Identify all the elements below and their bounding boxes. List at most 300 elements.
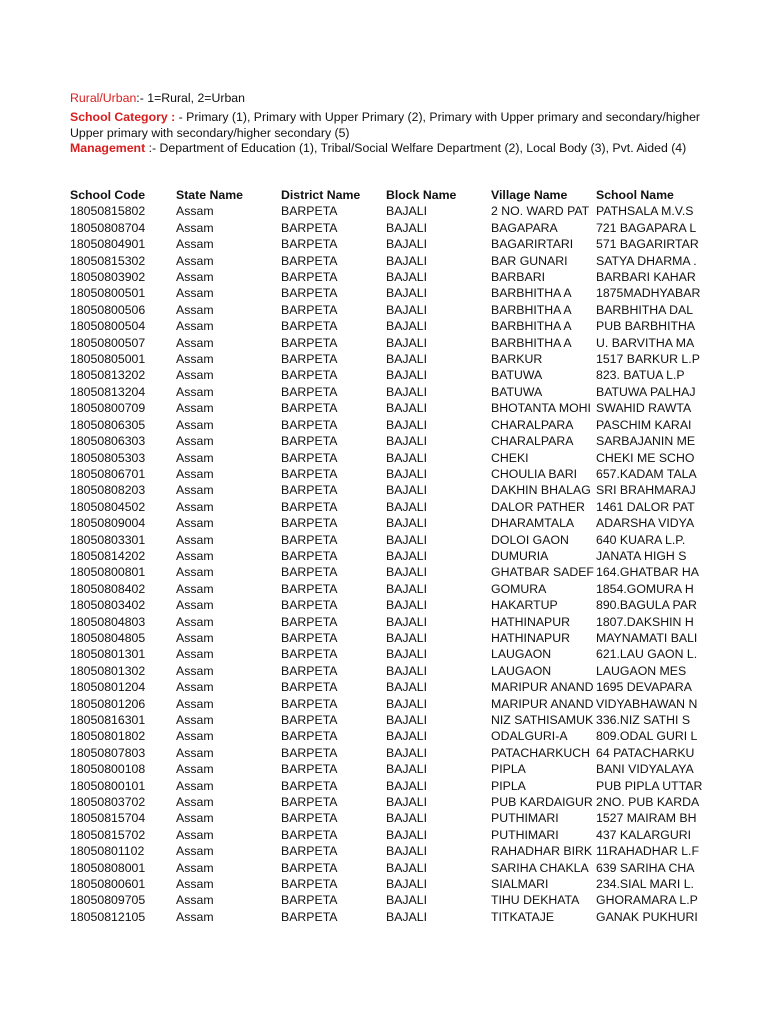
cell-state-name: Assam <box>176 581 214 596</box>
cell-district-name: BARPETA <box>281 762 338 777</box>
cell-district-name: BARPETA <box>281 434 338 449</box>
cell-school-code: 18050807803 <box>70 745 146 760</box>
cell-village-name: DUMURIA <box>491 548 549 563</box>
cell-school-name: BARBHITHA DAL <box>596 302 694 317</box>
cell-village-name: BARBHITHA A <box>491 319 572 334</box>
cell-state-name: Assam <box>176 860 214 875</box>
cell-district-name: BARPETA <box>281 909 338 924</box>
cell-district-name: BARPETA <box>281 483 338 498</box>
cell-village-name: BAGAPARA <box>491 220 558 235</box>
legend-school-category-continued <box>70 125 702 141</box>
cell-block-name: BAJALI <box>386 270 428 285</box>
cell-district-name: BARPETA <box>281 680 338 695</box>
cell-school-code: 18050804502 <box>70 499 146 514</box>
cell-block-name: BAJALI <box>386 450 428 465</box>
cell-school-name: PUB BARBHITHA <box>596 319 696 334</box>
cell-block-name: BAJALI <box>386 434 428 449</box>
cell-district-name: BARPETA <box>281 548 338 563</box>
cell-village-name: HATHINAPUR <box>491 630 571 645</box>
cell-school-code: 18050804901 <box>70 237 146 252</box>
cell-block-name: BAJALI <box>386 499 428 514</box>
cell-state-name: Assam <box>176 220 214 235</box>
legend-rural-urban-text: :- 1=Rural, 2=Urban <box>136 91 245 105</box>
legend-management <box>70 140 702 156</box>
table-row <box>70 728 702 744</box>
cell-state-name: Assam <box>176 877 214 892</box>
cell-village-name: NIZ SATHISAMUK <box>491 713 594 727</box>
table-row <box>70 827 702 843</box>
cell-school-code: 18050805303 <box>70 450 146 465</box>
table-row <box>70 860 702 876</box>
cell-state-name: Assam <box>176 893 214 908</box>
table-row <box>70 663 702 679</box>
cell-school-name: 1517 BARKUR L.P <box>596 352 700 367</box>
cell-school-code: 18050808704 <box>70 220 146 235</box>
cell-state-name: Assam <box>176 253 214 268</box>
cell-state-name: Assam <box>176 548 214 563</box>
cell-school-name: 64 PATACHARKU <box>596 745 695 760</box>
cell-block-name: BAJALI <box>386 237 428 252</box>
cell-district-name: BARPETA <box>281 237 338 252</box>
cell-village-name: SIALMARI <box>491 877 549 892</box>
cell-village-name: BATUWA <box>491 368 543 383</box>
cell-district-name: BARPETA <box>281 614 338 629</box>
cell-village-name: DOLOI GAON <box>491 532 569 547</box>
cell-village-name: GOMURA <box>491 581 547 596</box>
cell-school-code: 18050803902 <box>70 270 146 285</box>
cell-school-code: 18050806701 <box>70 466 146 481</box>
cell-school-code: 18050801301 <box>70 647 146 662</box>
cell-district-name: BARPETA <box>281 630 338 645</box>
cell-block-name: BAJALI <box>386 663 428 678</box>
cell-school-code: 18050814202 <box>70 548 146 563</box>
cell-district-name: BARPETA <box>281 844 338 859</box>
cell-school-name: 890.BAGULA PAR <box>596 598 697 613</box>
cell-school-name: VIDYABHAWAN N <box>596 696 698 711</box>
cell-district-name: BARPETA <box>281 778 338 793</box>
table-row <box>70 597 702 613</box>
cell-school-code: 18050809705 <box>70 893 146 908</box>
cell-school-code: 18050800501 <box>70 286 146 301</box>
cell-block-name: BAJALI <box>386 335 428 350</box>
cell-school-code: 18050809004 <box>70 516 146 531</box>
cell-school-code: 18050801204 <box>70 680 146 695</box>
cell-block-name: BAJALI <box>386 893 428 908</box>
table-row <box>70 269 702 285</box>
cell-block-name: BAJALI <box>386 778 428 793</box>
cell-state-name: Assam <box>176 384 214 399</box>
cell-block-name: BAJALI <box>386 630 428 645</box>
cell-village-name: SARIHA CHAKLA <box>491 860 589 875</box>
cell-village-name: HATHINAPUR <box>491 614 571 629</box>
cell-school-code: 18050815702 <box>70 827 146 842</box>
cell-district-name: BARPETA <box>281 450 338 465</box>
cell-district-name: BARPETA <box>281 302 338 317</box>
cell-block-name: BAJALI <box>386 909 428 924</box>
cell-district-name: BARPETA <box>281 860 338 875</box>
cell-district-name: BARPETA <box>281 647 338 662</box>
cell-school-name: 1695 DEVAPARA <box>596 680 692 695</box>
table-row <box>70 367 702 383</box>
cell-school-code: 18050808203 <box>70 483 146 498</box>
cell-school-name: 336.NIZ SATHI S <box>596 713 691 727</box>
legend-school-category <box>70 109 702 125</box>
cell-block-name: BAJALI <box>386 352 428 367</box>
cell-village-name: TITKATAJE <box>491 909 555 924</box>
cell-school-name: 721 BAGAPARA L <box>596 220 697 235</box>
cell-district-name: BARPETA <box>281 532 338 547</box>
legend-management-key: Management <box>70 141 146 155</box>
cell-village-name: BARBHITHA A <box>491 302 572 317</box>
cell-village-name: ODALGURI-A <box>491 729 568 744</box>
cell-school-name: 164.GHATBAR HA <box>596 565 699 580</box>
table-row <box>70 253 702 269</box>
table-body <box>70 203 702 925</box>
table-row <box>70 318 702 334</box>
cell-village-name: DALOR PATHER <box>491 499 585 514</box>
cell-state-name: Assam <box>176 696 214 711</box>
cell-school-name: 437 KALARGURI <box>596 827 692 842</box>
cell-school-code: 18050800801 <box>70 565 146 580</box>
cell-block-name: BAJALI <box>386 877 428 892</box>
cell-state-name: Assam <box>176 466 214 481</box>
cell-block-name: BAJALI <box>386 384 428 399</box>
cell-school-code: 18050813204 <box>70 384 146 399</box>
cell-village-name: BATUWA <box>491 384 543 399</box>
cell-school-name: 1854.GOMURA H <box>596 581 694 596</box>
cell-block-name: BAJALI <box>386 368 428 383</box>
cell-village-name: HAKARTUP <box>491 598 558 613</box>
cell-district-name: BARPETA <box>281 335 338 350</box>
cell-school-name: SATYA DHARMA . <box>596 253 697 268</box>
table-row <box>70 466 702 482</box>
table-row <box>70 810 702 826</box>
cell-block-name: BAJALI <box>386 860 428 875</box>
cell-state-name: Assam <box>176 335 214 350</box>
cell-district-name: BARPETA <box>281 352 338 367</box>
cell-state-name: Assam <box>176 565 214 580</box>
cell-school-name: PUB PIPLA UTTAR <box>596 778 702 793</box>
cell-school-name: U. BARVITHA MA <box>596 335 695 350</box>
cell-village-name: PIPLA <box>491 762 526 777</box>
cell-district-name: BARPETA <box>281 270 338 285</box>
legend-rural-urban <box>70 90 702 106</box>
cell-block-name: BAJALI <box>386 319 428 334</box>
cell-school-code: 18050813202 <box>70 368 146 383</box>
cell-district-name: BARPETA <box>281 877 338 892</box>
table-row <box>70 203 702 219</box>
cell-school-code: 18050815704 <box>70 811 146 826</box>
cell-district-name: BARPETA <box>281 466 338 481</box>
cell-school-name: 11RAHADHAR L.F <box>596 844 699 859</box>
legend-management-text: :- Department of Education (1), Tribal/Social Welfare Department (2), Local Body (3), Pvt. Aided (4) <box>145 141 687 155</box>
cell-district-name: BARPETA <box>281 696 338 711</box>
table-row <box>70 794 702 810</box>
cell-school-name: SARBAJANIN ME <box>596 434 696 449</box>
cell-school-code: 18050800108 <box>70 762 146 777</box>
table-row <box>70 614 702 630</box>
cell-block-name: BAJALI <box>386 532 428 547</box>
cell-state-name: Assam <box>176 729 214 744</box>
cell-block-name: BAJALI <box>386 713 428 727</box>
cell-school-name: BARBARI KAHAR <box>596 270 696 285</box>
cell-village-name: LAUGAON <box>491 663 552 678</box>
cell-school-name: 1461 DALOR PAT <box>596 499 695 514</box>
cell-district-name: BARPETA <box>281 417 338 432</box>
cell-village-name: BARBHITHA A <box>491 335 572 350</box>
cell-school-code: 18050808402 <box>70 581 146 596</box>
cell-state-name: Assam <box>176 401 214 416</box>
cell-district-name: BARPETA <box>281 368 338 383</box>
cell-block-name: BAJALI <box>386 286 428 301</box>
cell-district-name: BARPETA <box>281 220 338 235</box>
cell-district-name: BARPETA <box>281 713 338 727</box>
cell-village-name: 2 NO. WARD PAT <box>491 204 590 219</box>
cell-school-name: 1875MADHYABAR <box>596 286 701 301</box>
cell-village-name: BAGARIRTARI <box>491 237 574 252</box>
cell-village-name: TIHU DEKHATA <box>491 893 580 908</box>
cell-school-name: 823. BATUA L.P <box>596 368 685 383</box>
table-row <box>70 515 702 531</box>
cell-village-name: PIPLA <box>491 778 526 793</box>
table-row <box>70 581 702 597</box>
cell-school-name: 1807.DAKSHIN H <box>596 614 694 629</box>
cell-school-name: GANAK PUKHURI <box>596 909 698 924</box>
cell-state-name: Assam <box>176 630 214 645</box>
cell-school-name: PATHSALA M.V.S <box>596 204 694 219</box>
table-row <box>70 433 702 449</box>
header-school-code: School Code <box>70 188 146 202</box>
cell-state-name: Assam <box>176 516 214 531</box>
cell-block-name: BAJALI <box>386 220 428 235</box>
table-row <box>70 630 702 646</box>
table-row <box>70 696 702 712</box>
cell-district-name: BARPETA <box>281 401 338 416</box>
cell-block-name: BAJALI <box>386 647 428 662</box>
cell-block-name: BAJALI <box>386 680 428 695</box>
cell-district-name: BARPETA <box>281 384 338 399</box>
table-row <box>70 400 702 416</box>
cell-district-name: BARPETA <box>281 598 338 613</box>
cell-school-code: 18050803402 <box>70 598 146 613</box>
table-header-row <box>70 187 702 203</box>
cell-school-code: 18050800506 <box>70 302 146 317</box>
cell-block-name: BAJALI <box>386 795 428 810</box>
cell-village-name: CHOULIA BARI <box>491 466 578 481</box>
cell-district-name: BARPETA <box>281 811 338 826</box>
cell-school-name: SRI BRAHMARAJ <box>596 483 696 498</box>
table-row <box>70 646 702 662</box>
cell-school-code: 18050801206 <box>70 696 146 711</box>
cell-school-code: 18050800507 <box>70 335 146 350</box>
cell-district-name: BARPETA <box>281 663 338 678</box>
table-row <box>70 778 702 794</box>
cell-village-name: BAR GUNARI <box>491 253 568 268</box>
table-row <box>70 417 702 433</box>
cell-village-name: LAUGAON <box>491 647 552 662</box>
cell-block-name: BAJALI <box>386 827 428 842</box>
cell-village-name: BARBHITHA A <box>491 286 572 301</box>
cell-block-name: BAJALI <box>386 614 428 629</box>
cell-school-code: 18050812105 <box>70 909 146 924</box>
cell-block-name: BAJALI <box>386 466 428 481</box>
cell-school-code: 18050801102 <box>70 844 145 859</box>
table-row <box>70 548 702 564</box>
legend-school-category-text: - Primary (1), Primary with Upper Primary (2), Primary with Upper primary and secondary/higher <box>175 110 701 124</box>
cell-block-name: BAJALI <box>386 483 428 498</box>
cell-district-name: BARPETA <box>281 499 338 514</box>
cell-village-name: DAKHIN BHALAG <box>491 483 591 498</box>
cell-block-name: BAJALI <box>386 762 428 777</box>
cell-school-code: 18050805001 <box>70 352 146 367</box>
cell-state-name: Assam <box>176 483 214 498</box>
cell-village-name: CHEKI <box>491 450 529 465</box>
cell-state-name: Assam <box>176 204 214 219</box>
cell-school-name: BATUWA PALHAJ <box>596 384 696 399</box>
legend-school-category-key: School Category : <box>70 110 176 124</box>
cell-state-name: Assam <box>176 795 214 810</box>
cell-state-name: Assam <box>176 663 214 678</box>
cell-school-code: 18050808001 <box>70 860 146 875</box>
cell-state-name: Assam <box>176 713 214 727</box>
cell-school-name: 234.SIAL MARI L. <box>596 877 694 892</box>
cell-school-name: MAYNAMATI BALI <box>596 630 698 645</box>
table-row <box>70 302 702 318</box>
cell-village-name: CHARALPARA <box>491 417 574 432</box>
cell-school-code: 18050804805 <box>70 630 146 645</box>
cell-block-name: BAJALI <box>386 844 428 859</box>
cell-district-name: BARPETA <box>281 729 338 744</box>
cell-school-code: 18050800504 <box>70 319 146 334</box>
cell-school-code: 18050815302 <box>70 253 146 268</box>
cell-state-name: Assam <box>176 778 214 793</box>
cell-village-name: RAHADHAR BIRK <box>491 844 593 859</box>
cell-school-name: PASCHIM KARAI <box>596 417 692 432</box>
cell-district-name: BARPETA <box>281 319 338 334</box>
header-village-name: Village Name <box>491 188 568 202</box>
cell-school-name: 1527 MAIRAM BH <box>596 811 697 826</box>
cell-state-name: Assam <box>176 844 214 859</box>
cell-school-name: 621.LAU GAON L. <box>596 647 698 662</box>
header-school-name: School Name <box>596 188 674 202</box>
cell-school-name: BANI VIDYALAYA <box>596 762 694 777</box>
table-row <box>70 236 702 252</box>
table-row <box>70 532 702 548</box>
cell-state-name: Assam <box>176 598 214 613</box>
cell-school-code: 18050800601 <box>70 877 146 892</box>
cell-block-name: BAJALI <box>386 565 428 580</box>
table-row <box>70 876 702 892</box>
cell-village-name: BHOTANTA MOHI <box>491 401 591 416</box>
cell-state-name: Assam <box>176 909 214 924</box>
cell-state-name: Assam <box>176 270 214 285</box>
cell-school-name: 640 KUARA L.P. <box>596 532 686 547</box>
cell-block-name: BAJALI <box>386 729 428 744</box>
cell-school-code: 18050806303 <box>70 434 146 449</box>
cell-school-name: ADARSHA VIDYA <box>596 516 695 531</box>
cell-state-name: Assam <box>176 302 214 317</box>
cell-block-name: BAJALI <box>386 516 428 531</box>
cell-village-name: BARBARI <box>491 270 545 285</box>
cell-state-name: Assam <box>176 319 214 334</box>
cell-village-name: GHATBAR SADEF <box>491 565 594 580</box>
cell-school-name: CHEKI ME SCHO <box>596 450 695 465</box>
cell-district-name: BARPETA <box>281 745 338 760</box>
header-state-name: State Name <box>176 188 243 202</box>
cell-state-name: Assam <box>176 811 214 826</box>
table-row <box>70 892 702 908</box>
cell-state-name: Assam <box>176 352 214 367</box>
cell-district-name: BARPETA <box>281 581 338 596</box>
cell-school-code: 18050806305 <box>70 417 146 432</box>
cell-school-code: 18050800101 <box>70 778 146 793</box>
cell-school-code: 18050804803 <box>70 614 146 629</box>
table-row <box>70 384 702 400</box>
table-row <box>70 335 702 351</box>
cell-block-name: BAJALI <box>386 811 428 826</box>
cell-village-name: MARIPUR ANAND <box>491 696 594 711</box>
cell-block-name: BAJALI <box>386 253 428 268</box>
cell-village-name: DHARAMTALA <box>491 516 575 531</box>
cell-state-name: Assam <box>176 499 214 514</box>
cell-school-name: SWAHID RAWTA <box>596 401 692 416</box>
table-row <box>70 745 702 761</box>
table-row <box>70 450 702 466</box>
cell-school-code: 18050816301 <box>70 713 146 727</box>
cell-school-code: 18050803301 <box>70 532 146 547</box>
cell-village-name: PUTHIMARI <box>491 811 559 826</box>
legend-school-category-text-line2: Upper primary with secondary/higher secondary (5) <box>70 126 350 140</box>
cell-state-name: Assam <box>176 745 214 760</box>
cell-block-name: BAJALI <box>386 581 428 596</box>
cell-school-name: GHORAMARA L.P <box>596 893 698 908</box>
cell-state-name: Assam <box>176 827 214 842</box>
cell-district-name: BARPETA <box>281 204 338 219</box>
table-row <box>70 499 702 515</box>
cell-village-name: CHARALPARA <box>491 434 574 449</box>
cell-school-code: 18050801302 <box>70 663 146 678</box>
table-row <box>70 220 702 236</box>
table-row <box>70 564 702 580</box>
cell-district-name: BARPETA <box>281 253 338 268</box>
cell-school-name: 571 BAGARIRTAR <box>596 237 699 252</box>
legend-rural-urban-key: Rural/Urban <box>70 91 137 105</box>
cell-state-name: Assam <box>176 532 214 547</box>
cell-school-name: 639 SARIHA CHA <box>596 860 695 875</box>
cell-block-name: BAJALI <box>386 401 428 416</box>
cell-block-name: BAJALI <box>386 598 428 613</box>
cell-school-name: 657.KADAM TALA <box>596 466 697 481</box>
table-row <box>70 351 702 367</box>
cell-block-name: BAJALI <box>386 745 428 760</box>
table-row <box>70 843 702 859</box>
cell-village-name: PUB KARDAIGUR <box>491 795 593 810</box>
cell-village-name: BARKUR <box>491 352 543 367</box>
table-row <box>70 909 702 925</box>
table-row <box>70 679 702 695</box>
cell-block-name: BAJALI <box>386 302 428 317</box>
cell-school-code: 18050815802 <box>70 204 146 219</box>
header-block-name: Block Name <box>386 188 457 202</box>
header-district-name: District Name <box>281 188 361 202</box>
cell-village-name: PUTHIMARI <box>491 827 559 842</box>
cell-state-name: Assam <box>176 647 214 662</box>
cell-school-code: 18050801802 <box>70 729 146 744</box>
cell-block-name: BAJALI <box>386 204 428 219</box>
table-row <box>70 285 702 301</box>
cell-school-name: LAUGAON MES <box>596 663 687 678</box>
cell-state-name: Assam <box>176 614 214 629</box>
